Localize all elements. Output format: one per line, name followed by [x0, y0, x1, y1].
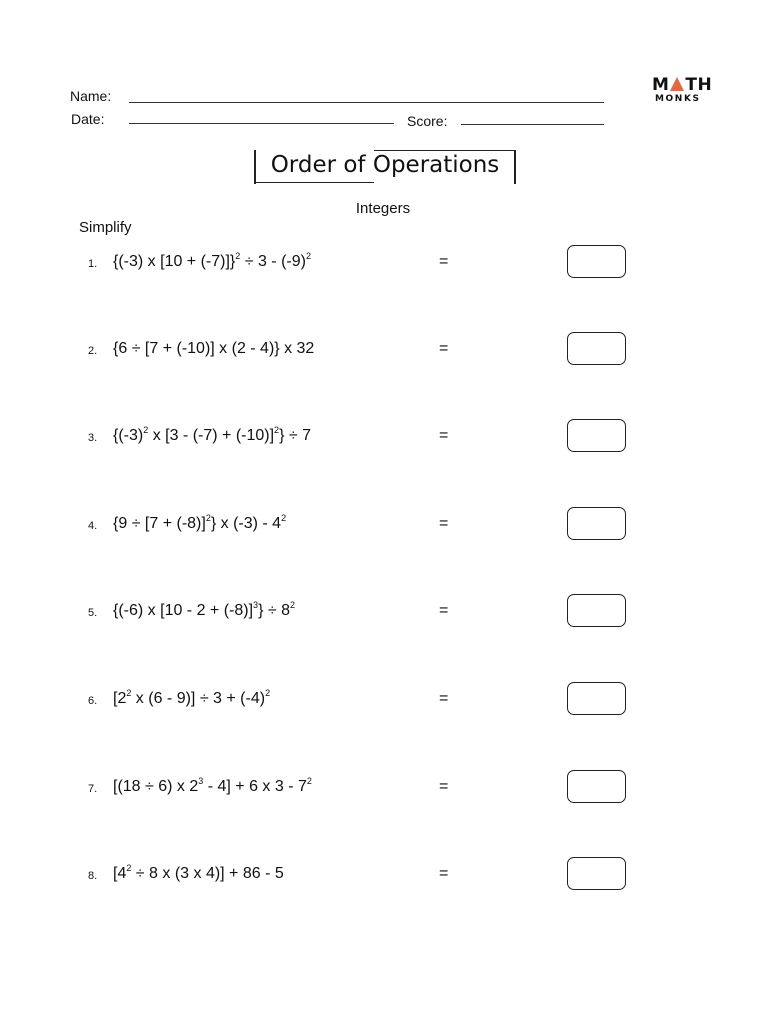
expression-text: {(-6) x [10 - 2 + (-8)]	[113, 602, 254, 619]
answer-box[interactable]	[567, 594, 626, 627]
logo-text-right: TH	[685, 75, 713, 95]
date-label: Date:	[71, 111, 105, 127]
equals-sign: =	[439, 340, 449, 357]
exponent: 2	[289, 600, 295, 610]
score-field[interactable]	[461, 124, 604, 125]
equals-sign: =	[439, 602, 449, 619]
logo-text-left: M	[652, 75, 670, 95]
expression-text: x [3 - (-7) + (-10)]	[148, 427, 275, 444]
page-title: Order of Operations	[270, 152, 500, 178]
answer-box[interactable]	[567, 419, 626, 452]
expression-text: {(-3) x [10 + (-7)]}	[113, 253, 236, 270]
problem-number: 5.	[88, 607, 98, 619]
answer-box[interactable]	[567, 332, 626, 365]
logo-subtext: MONKS	[655, 94, 701, 104]
expression-text: [(18 ÷ 6) x 2	[113, 778, 199, 795]
problem-number: 4.	[88, 520, 98, 532]
problem-number: 3.	[88, 432, 98, 444]
problem-expression	[113, 513, 286, 535]
problem-1	[0, 242, 768, 282]
expression-text: x (6 - 9)] ÷ 3 + (-4)	[131, 690, 266, 707]
problem-number: 8.	[88, 870, 98, 882]
exponent: 2	[143, 425, 149, 435]
answer-box[interactable]	[567, 245, 626, 278]
page-subtitle: Integers	[355, 200, 411, 217]
logo-wordmark	[652, 76, 718, 94]
problem-4	[0, 504, 768, 544]
expression-text: {(-3)	[113, 427, 144, 444]
answer-box[interactable]	[567, 682, 626, 715]
name-field[interactable]	[129, 102, 604, 103]
exponent: 2	[126, 688, 132, 698]
exponent: 2	[306, 776, 312, 786]
logo-triangle-icon	[670, 77, 684, 91]
problem-expression	[113, 251, 311, 273]
exponent: 2	[235, 251, 241, 261]
expression-text: {9 ÷ [7 + (-8)]	[113, 515, 206, 532]
expression-text: ÷ 8 x (3 x 4)] + 86 - 5	[131, 865, 284, 882]
expression-text: - 4] + 6 x 3 - 7	[203, 778, 307, 795]
exponent: 2	[205, 513, 211, 523]
answer-box[interactable]	[567, 770, 626, 803]
answer-box[interactable]	[567, 857, 626, 890]
problem-expression	[113, 688, 270, 710]
equals-sign: =	[439, 515, 449, 532]
problem-8	[0, 854, 768, 894]
exponent: 3	[198, 776, 204, 786]
expression-text: } ÷ 8	[258, 602, 290, 619]
expression-text: {6 ÷ [7 + (-10)] x (2 - 4)} x 32	[113, 340, 315, 357]
equals-sign: =	[439, 690, 449, 707]
problem-number: 7.	[88, 783, 98, 795]
score-label: Score:	[407, 113, 448, 129]
answer-box[interactable]	[567, 507, 626, 540]
math-monks-logo	[652, 76, 718, 106]
equals-sign: =	[439, 427, 449, 444]
exponent: 2	[126, 863, 132, 873]
expression-text: ÷ 3 - (-9)	[240, 253, 306, 270]
equals-sign: =	[439, 778, 449, 795]
problem-6	[0, 679, 768, 719]
problem-number: 1.	[88, 258, 98, 270]
instruction-text: Simplify	[79, 219, 132, 236]
exponent: 2	[274, 425, 280, 435]
problem-5	[0, 591, 768, 631]
problem-expression	[113, 600, 295, 622]
problem-7	[0, 767, 768, 807]
title-bracket-bottom	[254, 182, 374, 183]
equals-sign: =	[439, 865, 449, 882]
expression-text: } x (-3) - 4	[210, 515, 282, 532]
equals-sign: =	[439, 253, 449, 270]
problem-2	[0, 329, 768, 369]
problem-number: 6.	[88, 695, 98, 707]
problem-3	[0, 416, 768, 456]
exponent: 2	[265, 688, 271, 698]
exponent: 2	[281, 513, 287, 523]
problem-expression	[113, 338, 314, 360]
title-box	[254, 148, 516, 184]
exponent: 2	[305, 251, 311, 261]
problem-number: 2.	[88, 345, 98, 357]
name-label: Name:	[70, 88, 112, 104]
date-field[interactable]	[129, 123, 394, 124]
expression-text: [2	[113, 690, 127, 707]
problem-expression	[113, 776, 312, 798]
exponent: 3	[253, 600, 259, 610]
problem-expression	[113, 863, 284, 885]
expression-text: } ÷ 7	[279, 427, 311, 444]
expression-text: [4	[113, 865, 127, 882]
problem-expression	[113, 425, 311, 447]
